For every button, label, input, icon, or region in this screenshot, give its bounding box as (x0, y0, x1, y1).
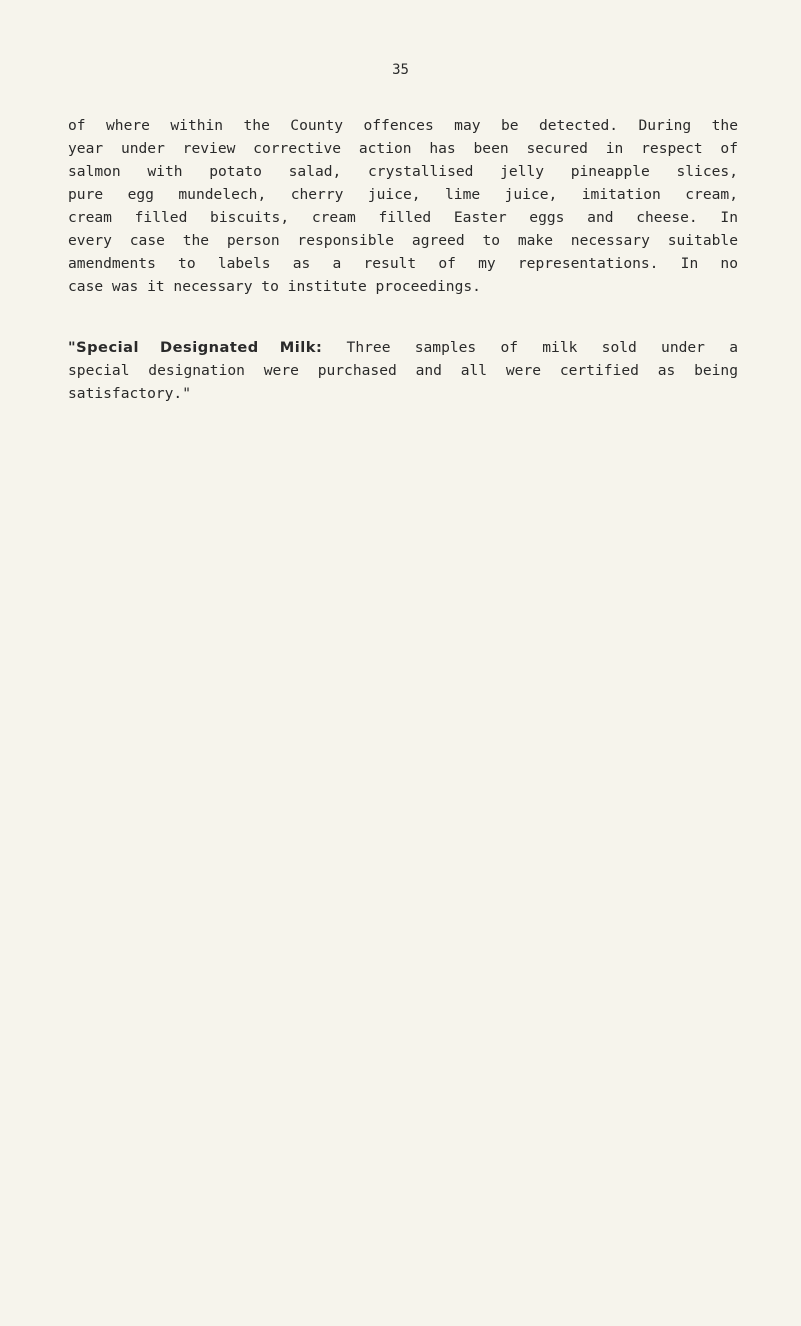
text-line: year under review corrective action has been secured in respect of (68, 140, 738, 157)
text-line: satisfactory." (68, 385, 192, 402)
text-line: every case the person responsible agreed to make necessary suitable (68, 232, 738, 249)
text-run: Three samples of milk sold under a (322, 339, 738, 356)
paragraph-food-labelling (68, 114, 738, 298)
text-line: of where within the County offences may be detected. During the (68, 117, 738, 134)
text-line: salmon with potato salad, crystallised jelly pineapple slices, (68, 163, 738, 180)
text-line: amendments to labels as a result of my representations. In no (68, 255, 738, 272)
page-number: 35 (392, 62, 409, 78)
text-line (68, 336, 738, 359)
text-line: pure egg mundelech, cherry juice, lime juice, imitation cream, (68, 186, 738, 203)
paragraph-designated-milk (68, 336, 738, 405)
section-heading: "Special Designated Milk: (68, 339, 323, 356)
text-line: case was it necessary to institute proceedings. (68, 278, 481, 295)
text-line: cream filled biscuits, cream filled Easter eggs and cheese. In (68, 209, 738, 226)
text-line: special designation were purchased and all were certified as being (68, 362, 738, 379)
